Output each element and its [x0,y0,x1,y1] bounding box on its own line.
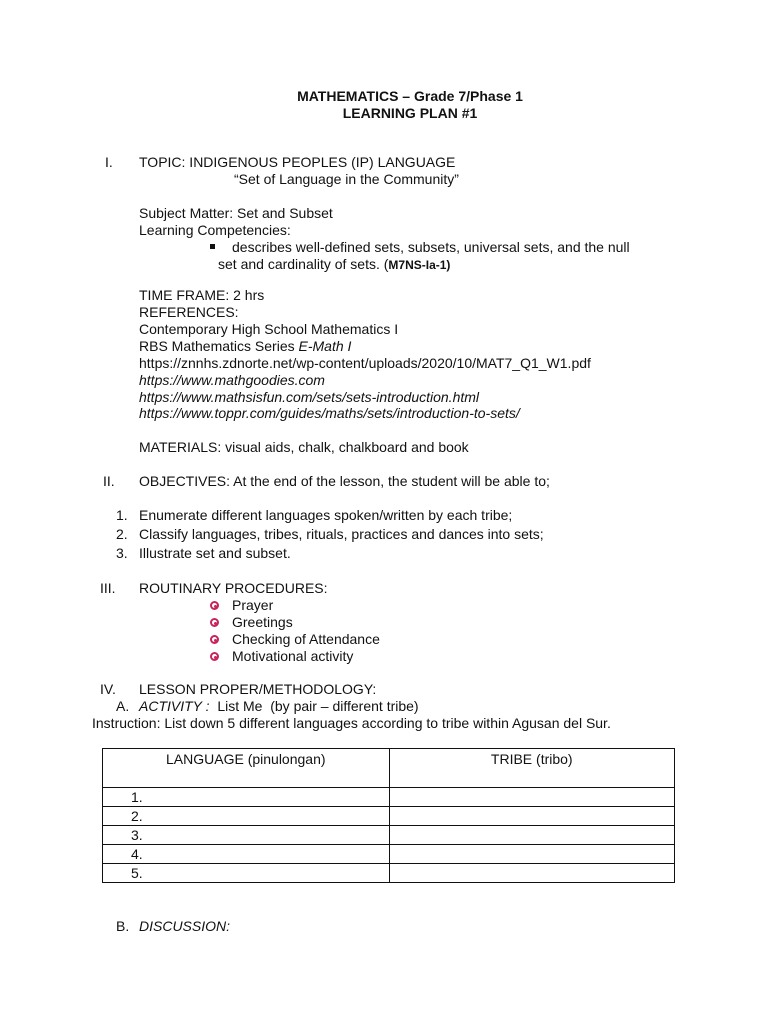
row-number: 2. [103,807,390,826]
column-header-language: LANGUAGE (pinulongan) [103,749,390,788]
instruction-text: Instruction: List down 5 different languages according to tribe within Agusan del Sur. [92,715,611,731]
competency-line-2 [218,256,450,274]
tribe-cell[interactable] [389,826,674,845]
objective-number: 2. [116,526,128,542]
time-frame: TIME FRAME: 2 hrs [139,287,265,303]
reference-3: https://znnhs.zdnorte.net/wp-content/uploads/2020/10/MAT7_Q1_W1.pdf [139,355,591,371]
section-numeral-2: II. [103,473,115,489]
objectives-heading: OBJECTIVES: At the end of the lesson, the student will be able to; [139,473,550,489]
activity-label: ACTIVITY : [139,698,210,714]
row-number: 3. [103,826,390,845]
square-bullet-icon [210,244,215,249]
objective-item: Classify languages, tribes, rituals, practices and dances into sets; [139,526,544,542]
lesson-proper-heading: LESSON PROPER/METHODOLOGY: [139,681,377,697]
competency-line-1: describes well-defined sets, subsets, universal sets, and the null [232,239,630,255]
reference-2-text: RBS Mathematics Series [139,338,299,354]
reference-4-link[interactable]: https://www.mathgoodies.com [139,372,325,388]
objective-item: Enumerate different languages spoken/written by each tribe; [139,507,513,523]
tribe-cell[interactable] [389,864,674,883]
section-numeral-3: III. [100,580,116,596]
objective-item: Illustrate set and subset. [139,545,291,561]
swirl-bullet-icon [210,618,219,627]
table-header-row [103,749,675,788]
table-row [103,788,675,807]
language-tribe-table [102,748,675,883]
reference-2 [139,338,351,355]
table-row [103,807,675,826]
reference-2-title: E-Math I [298,338,352,354]
topic-line: TOPIC: INDIGENOUS PEOPLES (IP) LANGUAGE [139,154,456,170]
doc-title: MATHEMATICS – Grade 7/Phase 1 [297,88,523,104]
objective-number: 1. [116,507,128,523]
table-row [103,845,675,864]
doc-subtitle: LEARNING PLAN #1 [342,105,478,121]
topic-subtitle: “Set of Language in the Community” [234,171,459,187]
reference-1: Contemporary High School Mathematics I [139,321,399,337]
routine-item: Greetings [232,614,293,630]
competencies-label: Learning Competencies: [139,222,291,238]
table-row [103,864,675,883]
row-number: 4. [103,845,390,864]
competency-code: M7NS-Ia-1) [388,258,451,272]
objective-number: 3. [116,545,128,561]
routine-item: Prayer [232,597,274,613]
subject-matter: Subject Matter: Set and Subset [139,205,333,221]
section-numeral-4: IV. [100,681,116,697]
column-header-tribe: TRIBE (tribo) [389,749,674,788]
tribe-cell[interactable] [389,788,674,807]
activity-text: List Me (by pair – different tribe) [209,698,419,714]
swirl-bullet-icon [210,635,219,644]
row-number: 5. [103,864,390,883]
table-row [103,826,675,845]
competency-text: set and cardinality of sets. ( [218,256,389,272]
routine-item: Motivational activity [232,648,354,664]
references-label: REFERENCES: [139,304,239,320]
discussion-label: DISCUSSION: [139,918,231,934]
row-number: 1. [103,788,390,807]
routine-item: Checking of Attendance [232,631,380,647]
reference-6-link[interactable]: https://www.toppr.com/guides/maths/sets/introduction-to-sets/ [139,405,520,421]
section-numeral-1: I. [105,154,113,170]
materials: MATERIALS: visual aids, chalk, chalkboard and book [139,439,469,455]
tribe-cell[interactable] [389,807,674,826]
reference-5-link[interactable]: https://www.mathsisfun.com/sets/sets-introduction.html [139,389,480,405]
activity-line [139,698,419,715]
discussion-letter: B. [116,918,130,934]
swirl-bullet-icon [210,652,219,661]
swirl-bullet-icon [210,601,219,610]
tribe-cell[interactable] [389,845,674,864]
routinary-heading: ROUTINARY PROCEDURES: [139,580,328,596]
activity-letter: A. [116,698,130,714]
